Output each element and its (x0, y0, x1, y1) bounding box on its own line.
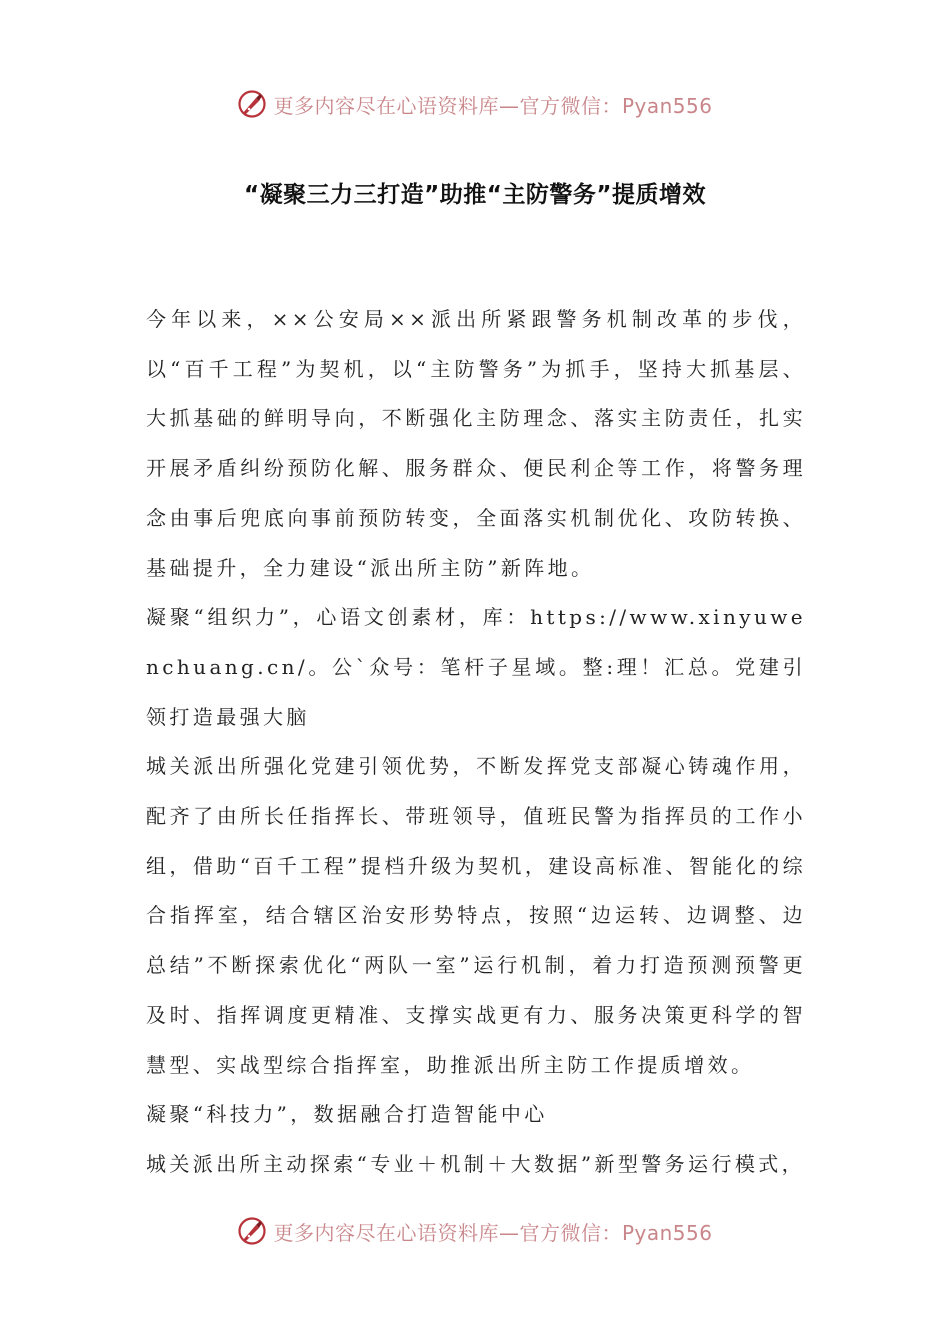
header-banner (0, 84, 950, 124)
paragraph-technology: 城关派出所主动探索“专业＋机制＋大数据”新型警务运行模式， (146, 1151, 806, 1176)
header-banner-text: 更多内容尽在心语资料库—官方微信：Pyan556 (273, 93, 713, 118)
section-heading-organization: 凝聚“组织力”，心语文创素材，库：https://www.xinyuwenchuang.cn/。公`众号：笔杆子星域。整:理！汇总。党建引领打造最强大脑 (146, 605, 806, 729)
paragraph-intro: 今年以来，××公安局××派出所紧跟警务机制改革的步伐，以“百千工程”为契机，以“主防警务”为抓手，坚持大抓基层、大抓基础的鲜明导向，不断强化主防理念、落实主防责任，扎实开展矛盾纠纷预防化解、服务群众、便民利企等工作，将警务理念由事后兜底向事前预防转变，全面落实机制优化、攻防转换、基础提升，全力建设“派出所主防”新阵地。 (146, 307, 806, 580)
footer-banner-text: 更多内容尽在心语资料库—官方微信：Pyan556 (273, 1220, 713, 1245)
document-title: “凝聚三力三打造”助推“主防警务”提质增效 (244, 182, 706, 208)
paragraph-organization: 城关派出所强化党建引领优势，不断发挥党支部凝心铸魂作用，配齐了由所长任指挥长、带班领导，值班民警为指挥员的工作小组，借助“百千工程”提档升级为契机，建设高标准、智能化的综合指挥室，结合辖区治安形势特点，按照“边运转、边调整、边总结”不断探索优化“两队一室”运行机制，着力打造预测预警更及时、指挥调度更精准、支撑实战更有力、服务决策更科学的智慧型、实战型综合指挥室，助推派出所主防工作提质增效。 (146, 754, 806, 1077)
document-body (146, 295, 806, 1190)
section-heading-technology: 凝聚“科技力”，数据融合打造智能中心 (146, 1102, 548, 1127)
footer-banner (0, 1211, 950, 1251)
pen-nib-circle-logo-icon (237, 89, 267, 119)
pen-nib-circle-logo-icon (237, 1216, 267, 1246)
